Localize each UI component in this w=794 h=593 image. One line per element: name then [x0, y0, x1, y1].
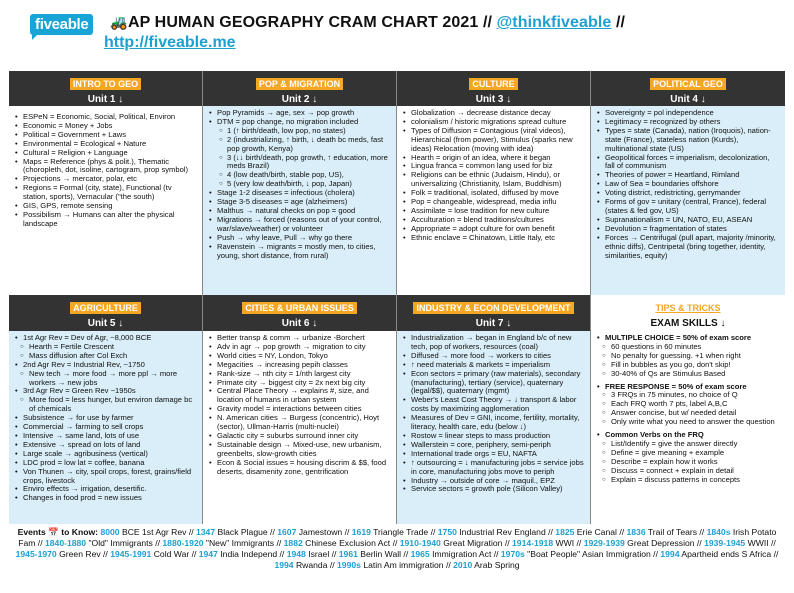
list-item: • Commercial → farming to sell crops [15, 423, 198, 432]
unit-5-header [9, 295, 202, 331]
unit-7-column [397, 295, 591, 524]
unit-5-tag: AGRICULTURE [70, 302, 141, 314]
unit-3-header [397, 71, 590, 106]
list-item: • ESPeN = Economic, Social, Political, Environ [15, 113, 198, 122]
list-item: • 1st Agr Rev = Dev of Agr, ~8,000 BCE [15, 334, 198, 343]
list-item: • Wallerstein = core, periphery, semi-periph [403, 441, 586, 450]
list-item: ○ 30-40% of Qs are Stimulus Based [597, 370, 781, 379]
list-item: • Forms of gov = unitary (central, France), federal (states & fed gov, US) [597, 198, 781, 216]
list-item: • Law of Sea = boundaries offshore [597, 180, 781, 189]
event-year: 1750 [437, 527, 457, 537]
list-item: • MULTIPLE CHOICE = 50% of exam score [597, 334, 781, 343]
unit-4-header [591, 71, 785, 106]
event-text: Industrial Rev England // [456, 527, 556, 537]
event-text: Trail of Tears // [645, 527, 707, 537]
list-item: • Industry → outside of core → maquil., EPZ [403, 477, 586, 486]
list-item: ○ No penalty for guessing. +1 when right [597, 352, 781, 361]
list-item: • Industrialization → began in England b/c of new tech, pop of workers, resources (coal) [403, 334, 586, 352]
list-item: • Extensive → spread on lots of land [15, 441, 198, 450]
event-text: Israel // [305, 549, 339, 559]
unit-4-label: Unit 4 ↓ [670, 94, 706, 105]
event-text: WWII // [745, 538, 776, 548]
unit-1-tag: INTRO TO GEO [70, 78, 141, 90]
unit-2-body [203, 106, 396, 295]
unit-2-tag: POP & MIGRATION [256, 78, 343, 90]
events-list [16, 527, 779, 570]
list-item: • Megacities → increasing pepih classes [209, 361, 392, 370]
list-item: • Globalization → decrease distance decay [403, 109, 586, 118]
list-item: • Pop = changeable, widespread, media influ [403, 198, 586, 207]
tractor-icon: 🚜 [110, 14, 128, 30]
event-text: Triangle Trade // [370, 527, 438, 537]
event-text: Latin Am immigration // [360, 560, 454, 570]
list-item: • ↑ outsourcing = ↓ manufacturing jobs = service jobs in core, manufacturing jobs move to periph [403, 459, 586, 477]
list-item: ○ Fill in bubbles as you go, don't skip! [597, 361, 781, 370]
event-year: 1840-1880 [44, 538, 87, 548]
event-text: Immigration Act // [429, 549, 501, 559]
unit-5-label: Unit 5 ↓ [87, 318, 124, 329]
list-item: ○ 3 (↓↓ birth/death, pop growth, ↑ education, more meds Brazil) [209, 154, 392, 172]
event-text: Arab Spring [472, 560, 520, 570]
list-item: • colonialism / historic migrations spread culture [403, 118, 586, 127]
unit-6-body [203, 331, 396, 524]
list-item: ○ 4 (low death/birth, stable pop, US), [209, 171, 392, 180]
list-item: • Folk = traditional, isolated, diffused by move [403, 189, 586, 198]
event-year: 1882 [283, 538, 303, 548]
event-text: Green Rev // [56, 549, 111, 559]
event-year: 1990s [337, 560, 361, 570]
list-item: • Migrations → forced (reasons out of your control, war/slave/weather) or volunteer [209, 216, 392, 234]
list-item: ○ Hearth = Fertile Crescent [15, 343, 198, 352]
list-item: • Lingua franca = common lang used for biz [403, 162, 586, 171]
event-year: 1914-1918 [512, 538, 554, 548]
unit-5-column [9, 295, 203, 524]
list-item: • Malthus → natural checks on pop = good [209, 207, 392, 216]
event-text: Great Depression // [624, 538, 705, 548]
event-year: 1619 [351, 527, 371, 537]
unit-4-tag: POLITICAL GEO [650, 78, 726, 90]
unit-5-body [9, 331, 202, 524]
title-text: AP HUMAN GEOGRAPHY CRAM CHART 2021 // [128, 14, 493, 31]
event-year: 1961 [338, 549, 358, 559]
list-item: ○ New tech → more food → more ppl → more workers → new jobs [15, 370, 198, 388]
list-item: ○ Answer concise, but w/ needed detail [597, 409, 781, 418]
list-item: ○ Each FRQ worth 7 pts, label A,B,C [597, 400, 781, 409]
event-year: 1965 [410, 549, 430, 559]
list-item: • Forces → Centrifugal (pull apart, majority /minority, ethnic diffs), Centripetal (bring together, identity, similarities, equity) [597, 234, 781, 261]
unit-1-header [9, 71, 202, 106]
event-year: 1607 [277, 527, 297, 537]
list-item: • Theories of power = Heartland, Rimland [597, 171, 781, 180]
event-year: 8000 [100, 527, 120, 537]
list-item: ○ Mass diffusion after Col Exch [15, 352, 198, 361]
exam-skills-body [591, 331, 785, 524]
event-text: Rwanda // [293, 560, 338, 570]
list-item: • Possibilism → Humans can alter the physical landscape [15, 211, 198, 229]
list-item: ○ Define = give meaning + example [597, 449, 781, 458]
list-item: • Acculturation = blend traditions/cultures [403, 216, 586, 225]
event-year: 1880-1920 [162, 538, 204, 548]
events-timeline [10, 527, 784, 571]
list-item: • Econ & Social issues = housing discrim & $$, food deserts, disamenity zone, gentrification [209, 459, 392, 477]
list-item: • Push → why leave, Pull → why go there [209, 234, 392, 243]
unit-7-label: Unit 7 ↓ [475, 318, 512, 329]
list-item: • 3rd Agr Rev = Green Rev ~1950s [15, 387, 198, 396]
list-item: • FREE RESPONSE = 50% of exam score [597, 383, 781, 392]
list-item: • Voting district, redistricting, gerrymander [597, 189, 781, 198]
list-item: ○ 2 (industrializing, ↑ birth, ↓ death bc meds, fast pop growth, Kenya) [209, 136, 392, 154]
list-item: • Types of Diffusion = Contagious (viral videos), Hierarchical (from power), Stimulus (sparks new ideas) Relocation (moving with idea) [403, 127, 586, 154]
list-item: • Rank-size → nth city = 1/nth largest city [209, 370, 392, 379]
list-item: • ↑ need materials & markets = imperialism [403, 361, 586, 370]
event-year: 1994 [274, 560, 294, 570]
list-item: • Maps = Reference (phys & polit.), Thematic (choropleth, dot, isoline, cartogram, prop symbol) [15, 158, 198, 176]
unit-7-body [397, 331, 590, 524]
list-item: • 2nd Agr Rev = Industrial Rev, ~1750 [15, 361, 198, 370]
event-text: Cold War // [151, 549, 199, 559]
list-item: • Diffused → more food → workers to cities [403, 352, 586, 361]
list-item: • Legitimacy = recognized by others [597, 118, 781, 127]
event-year: 1910-1940 [399, 538, 441, 548]
list-item: • Subsistence → for use by farmer [15, 414, 198, 423]
event-text: WWI // [553, 538, 584, 548]
list-item: ○ Only write what you need to answer the question [597, 418, 781, 427]
list-item: • Supranationalism = UN, NATO, EU, ASEAN [597, 216, 781, 225]
event-text: "Boat People" Asian Immigration // [524, 549, 661, 559]
list-item: • Gravity model = interactions between cities [209, 405, 392, 414]
list-item: ○ Describe = explain how it works [597, 458, 781, 467]
list-item: • Service sectors = growth pole (Silicon Valley) [403, 485, 586, 494]
cram-grid [9, 71, 785, 524]
row-units-1-4 [9, 71, 785, 295]
unit-1-label: Unit 1 ↓ [87, 94, 124, 105]
unit-3-tag: CULTURE [469, 78, 517, 90]
list-item: • Assimilate = lose tradition for new culture [403, 207, 586, 216]
list-item: • Projections → mercator, polar, etc [15, 175, 198, 184]
fiveable-logo[interactable]: fiveable [30, 14, 93, 35]
event-text: "New" Immigrants // [203, 538, 284, 548]
unit-3-column [397, 71, 591, 295]
unit-2-column [203, 71, 397, 295]
exam-skills-label: EXAM SKILLS ↓ [650, 318, 726, 329]
event-text: Apartheid ends S Africa // [679, 549, 779, 559]
list-item: • Adv in agr → pop growth → migration to city [209, 343, 392, 352]
list-item: • Economic = Money + Jobs [15, 122, 198, 131]
list-item: • International trade orgs = EU, NAFTA [403, 450, 586, 459]
title-end: // [615, 14, 626, 31]
list-item: • Cultural = Religion + Language [15, 149, 198, 158]
event-year: 1945-1991 [110, 549, 152, 559]
calendar-icon: 📅 [48, 527, 59, 537]
event-text: BCE 1st Agr Rev // [119, 527, 196, 537]
logo-tail [32, 34, 38, 40]
event-year: 2010 [453, 560, 473, 570]
event-year: 1994 [660, 549, 680, 559]
unit-6-tag: CITIES & URBAN ISSUES [242, 302, 357, 314]
list-item: • Geopolitical forces = imperialism, decolonization, fall of communism [597, 154, 781, 172]
list-item: • World cities = NY, London, Tokyo [209, 352, 392, 361]
event-text: Berlin Wall // [357, 549, 411, 559]
list-item: • GIS, GPS, remote sensing [15, 202, 198, 211]
event-text: Chinese Exclusion Act // [302, 538, 400, 548]
event-year: 1929-1939 [583, 538, 625, 548]
list-item: ○ 3 FRQs in 75 minutes, no choice of Q [597, 391, 781, 400]
unit-6-column [203, 295, 397, 524]
list-item: • Primate city → biggest city = 2x next big city [209, 379, 392, 388]
list-item: • Sovereignty = pol independence [597, 109, 781, 118]
list-item: ○ Explain = discuss patterns in concepts [597, 476, 781, 485]
list-item: • Rostow = linear steps to mass production [403, 432, 586, 441]
unit-7-tag: INDUSTRY & ECON DEVELOPMENT [413, 302, 573, 314]
list-item: • Changes in food prod = new issues [15, 494, 198, 503]
event-year: 1947 [198, 549, 218, 559]
list-item: • Environmental = Ecological + Nature [15, 140, 198, 149]
list-item: ○ 60 questions in 60 minutes [597, 343, 781, 352]
site-link[interactable]: http://fiveable.me [104, 34, 236, 51]
handle-link[interactable]: @thinkfiveable [496, 14, 612, 31]
event-text: Erie Canal // [574, 527, 627, 537]
list-item: • Galactic city = suburbs surround inner city [209, 432, 392, 441]
event-year: 1347 [196, 527, 216, 537]
list-item: • Central Place Theory → explains #, size, and location of humans in urban system [209, 387, 392, 405]
events-label: Events [17, 527, 46, 537]
unit-6-header [203, 295, 396, 331]
list-item: • Better transp & comm → urbanize -Borchert [209, 334, 392, 343]
unit-2-header [203, 71, 396, 106]
list-item: • Econ sectors = primary (raw materials), secondary (manufacturing), tertiary (service), quaternary (legal/$$), quaternary (mgmt) [403, 370, 586, 397]
list-item: • Ethnic enclave = Chinatown, Little Italy, etc [403, 234, 586, 243]
exam-skills-header [591, 295, 785, 331]
row-units-5-8 [9, 295, 785, 524]
list-item: ○ 1 (↑ birth/death, low pop, no states) [209, 127, 392, 136]
event-year: 1939-1945 [704, 538, 746, 548]
list-item: • Appropriate = adopt culture for own benefit [403, 225, 586, 234]
event-year: 1945-1970 [15, 549, 57, 559]
event-text: India Independ // [217, 549, 287, 559]
list-item: • Devolution = fragmentation of states [597, 225, 781, 234]
event-text: Jamestown // [296, 527, 352, 537]
unit-1-body [9, 106, 202, 295]
list-item: ○ List/Identify = give the answer directly [597, 440, 781, 449]
unit-3-label: Unit 3 ↓ [475, 94, 512, 105]
unit-4-column [591, 71, 785, 295]
list-item: • Common Verbs on the FRQ [597, 431, 781, 440]
list-item: ○ More food = less hunger, but environ damage bc of chemicals [15, 396, 198, 414]
list-item: • Regions = Formal (city, state), Functional (tv station, sports), Vernacular ("the south) [15, 184, 198, 202]
list-item: • Measures of Dev = GNI, income, fertility, mortality, literacy, health care, edu (below ↓) [403, 414, 586, 432]
list-item: • Weber's Least Cost Theory → ↓ transport & labor costs by maximizing agglomeration [403, 396, 586, 414]
unit-7-header [397, 295, 590, 331]
exam-skills-column [591, 295, 785, 524]
list-item: • Enviro effects → irrigation, desertific. [15, 485, 198, 494]
list-item: • Types = state (Canada), nation (Iroquois), nation-state (France), stateless nation (Kurds), multinational state (US) [597, 127, 781, 154]
list-item: • Political = Government + Laws [15, 131, 198, 140]
event-text: "Old" Immigrants // [86, 538, 163, 548]
list-item: • Intensive → same land, lots of use [15, 432, 198, 441]
unit-1-column [9, 71, 203, 295]
list-item: ○ 5 (very low death/birth, ↓ pop, Japan) [209, 180, 392, 189]
list-item: • Ravenstein → migrants = mostly men, to cities, young, short distance, from rural) [209, 243, 392, 261]
header [24, 12, 784, 60]
tips-tag: TIPS & TRICKS [655, 303, 721, 313]
list-item: • Large scale → agribusiness (vertical) [15, 450, 198, 459]
event-text: Great Migration // [440, 538, 513, 548]
event-year: 1836 [626, 527, 646, 537]
list-item: • N. American cities → Burgess (concentric), Hoyt (sector), Ullman-Harris (multi-nuclei) [209, 414, 392, 432]
list-item: • Stage 1-2 diseases = infectious (cholera) [209, 189, 392, 198]
event-year: 1825 [555, 527, 575, 537]
event-year: 1948 [286, 549, 306, 559]
list-item: ○ Discuss = connect + explain in detail [597, 467, 781, 476]
list-item: • Hearth = origin of an idea, where it began [403, 154, 586, 163]
event-text: Irish Potato Fam // [18, 527, 777, 548]
unit-4-body [591, 106, 785, 295]
event-year: 1970s [500, 549, 525, 559]
events-intro: to Know: [61, 527, 99, 537]
list-item: • Pop Pyramids → age, sex → pop growth [209, 109, 392, 118]
page-title [128, 14, 625, 32]
event-year: 1840s [706, 527, 731, 537]
unit-6-label: Unit 6 ↓ [281, 318, 318, 329]
list-item: • LDC prod = low lat = coffee, banana [15, 459, 198, 468]
unit-2-label: Unit 2 ↓ [281, 94, 318, 105]
list-item: • Von Thunen → city, spoil crops, forest, grains/field crops, livestock [15, 468, 198, 486]
event-text: Black Plague // [215, 527, 278, 537]
list-item: • DTM = pop change, no migration included [209, 118, 392, 127]
list-item: • Stage 3-5 diseases = age (alzheimers) [209, 198, 392, 207]
unit-3-body [397, 106, 590, 295]
list-item: • Sustainable design → Mixed-use, new urbanism, greenbelts, slow-growth cities [209, 441, 392, 459]
list-item: • Religions can be ethnic (Judaism, Hindu), or universalizing (Christianity, Islam, Buddhism) [403, 171, 586, 189]
